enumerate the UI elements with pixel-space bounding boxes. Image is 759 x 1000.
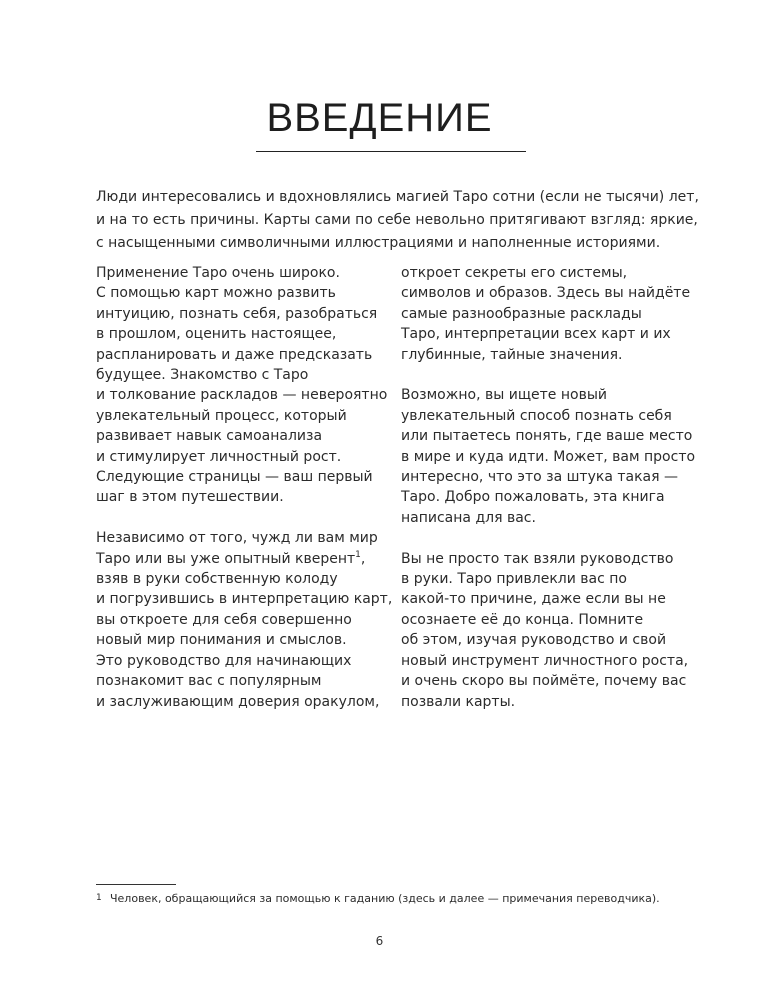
text-line: и очень скоро вы поймёте, почему вас [401,673,687,690]
text-line: и стимулирует личностный рост. [96,448,342,465]
text-line: и погрузившись в интерпретацию карт, [96,591,393,608]
footnote-text: Человек, обращающийся за помощью к гаданию (здесь и далее — примечания переводчика). [110,892,660,905]
text-line: Применение Таро очень широко. [96,265,340,281]
text-line: увлекательный способ познать себя [401,407,672,424]
right-paragraph-2 [401,385,696,528]
left-paragraph-2 [96,528,393,712]
text-line: увлекательный процесс, который [96,407,347,424]
text-line: новый инструмент личностного роста, [401,652,689,669]
text-line: самые разнообразные расклады [401,305,642,322]
text-line: новый мир понимания и смыслов. [96,632,347,649]
title-underline [256,151,526,152]
text-line: какой-то причине, даже если вы не [401,591,666,608]
text-line: познакомит вас с популярным [96,673,322,690]
text-line: шаг в этом путешествии. [96,489,284,506]
text-line: развивает навык самоанализа [96,428,323,445]
intro-line: Люди интересовались и вдохновлялись магией Таро сотни (если не тысячи) лет, [96,189,699,205]
text-fragment: , [360,550,366,567]
text-line: в прошлом, оценить настоящее, [96,326,337,343]
text-line: позвали карты. [401,693,516,710]
text-line: символов и образов. Здесь вы найдёте [401,285,691,302]
chapter-title: ВВЕДЕНИЕ [266,96,493,140]
text-line: осознаете её до конца. Помните [401,611,644,628]
footnote-divider [96,884,176,885]
text-line: Таро, интерпретации всех карт и их [401,326,671,343]
text-line: и толкование раскладов — невероятно [96,387,388,404]
text-fragment: Таро или вы уже опытный кверент [96,550,356,567]
footnote-number: 1 [96,893,102,903]
text-line: интересно, что это за штука такая — [401,469,678,486]
text-line: С помощью карт можно развить [96,285,336,302]
text-line: об этом, изучая руководство и свой [401,632,667,649]
text-line: или пытаетесь понять, где ваше место [401,428,693,445]
text-line: Это руководство для начинающих [96,652,352,669]
text-line: Независимо от того, чужд ли вам мир [96,530,378,547]
text-line: и заслуживающим доверия оракулом, [96,693,380,710]
right-column [401,263,696,732]
page-number: 6 [375,934,384,948]
left-column [96,263,393,732]
intro-line: с насыщенными символичными иллюстрациями и наполненные историями. [96,235,661,251]
text-line: Возможно, вы ищете новый [401,387,607,404]
left-paragraph-1 [96,263,388,508]
footnote-reference[interactable]: 1 [355,549,361,560]
text-line: откроет секреты его системы, [401,265,628,281]
text-line: будущее. Знакомство с Таро [96,367,309,384]
text-line: взяв в руки собственную колоду [96,571,338,588]
text-line: Следующие страницы — ваш первый [96,469,373,486]
text-line: написана для вас. [401,509,536,526]
text-line: интуицию, познать себя, разобраться [96,305,378,322]
intro-line: и на то есть причины. Карты сами по себе невольно притягивают взгляд: яркие, [96,212,698,228]
text-line: Таро. Добро пожаловать, эта книга [401,489,665,506]
text-line: Вы не просто так взяли руководство [401,550,674,567]
text-line: в руки. Таро привлекли вас по [401,571,627,588]
text-line: распланировать и даже предсказать [96,346,373,363]
text-line-with-footnote [96,549,388,569]
text-line: вы откроете для себя совершенно [96,611,352,628]
right-paragraph-1 [401,263,691,365]
text-line: в мире и куда идти. Может, вам просто [401,448,696,465]
right-paragraph-3 [401,549,691,712]
text-line: глубинные, тайные значения. [401,346,623,363]
footnote [96,891,696,906]
intro-paragraph [96,186,699,255]
